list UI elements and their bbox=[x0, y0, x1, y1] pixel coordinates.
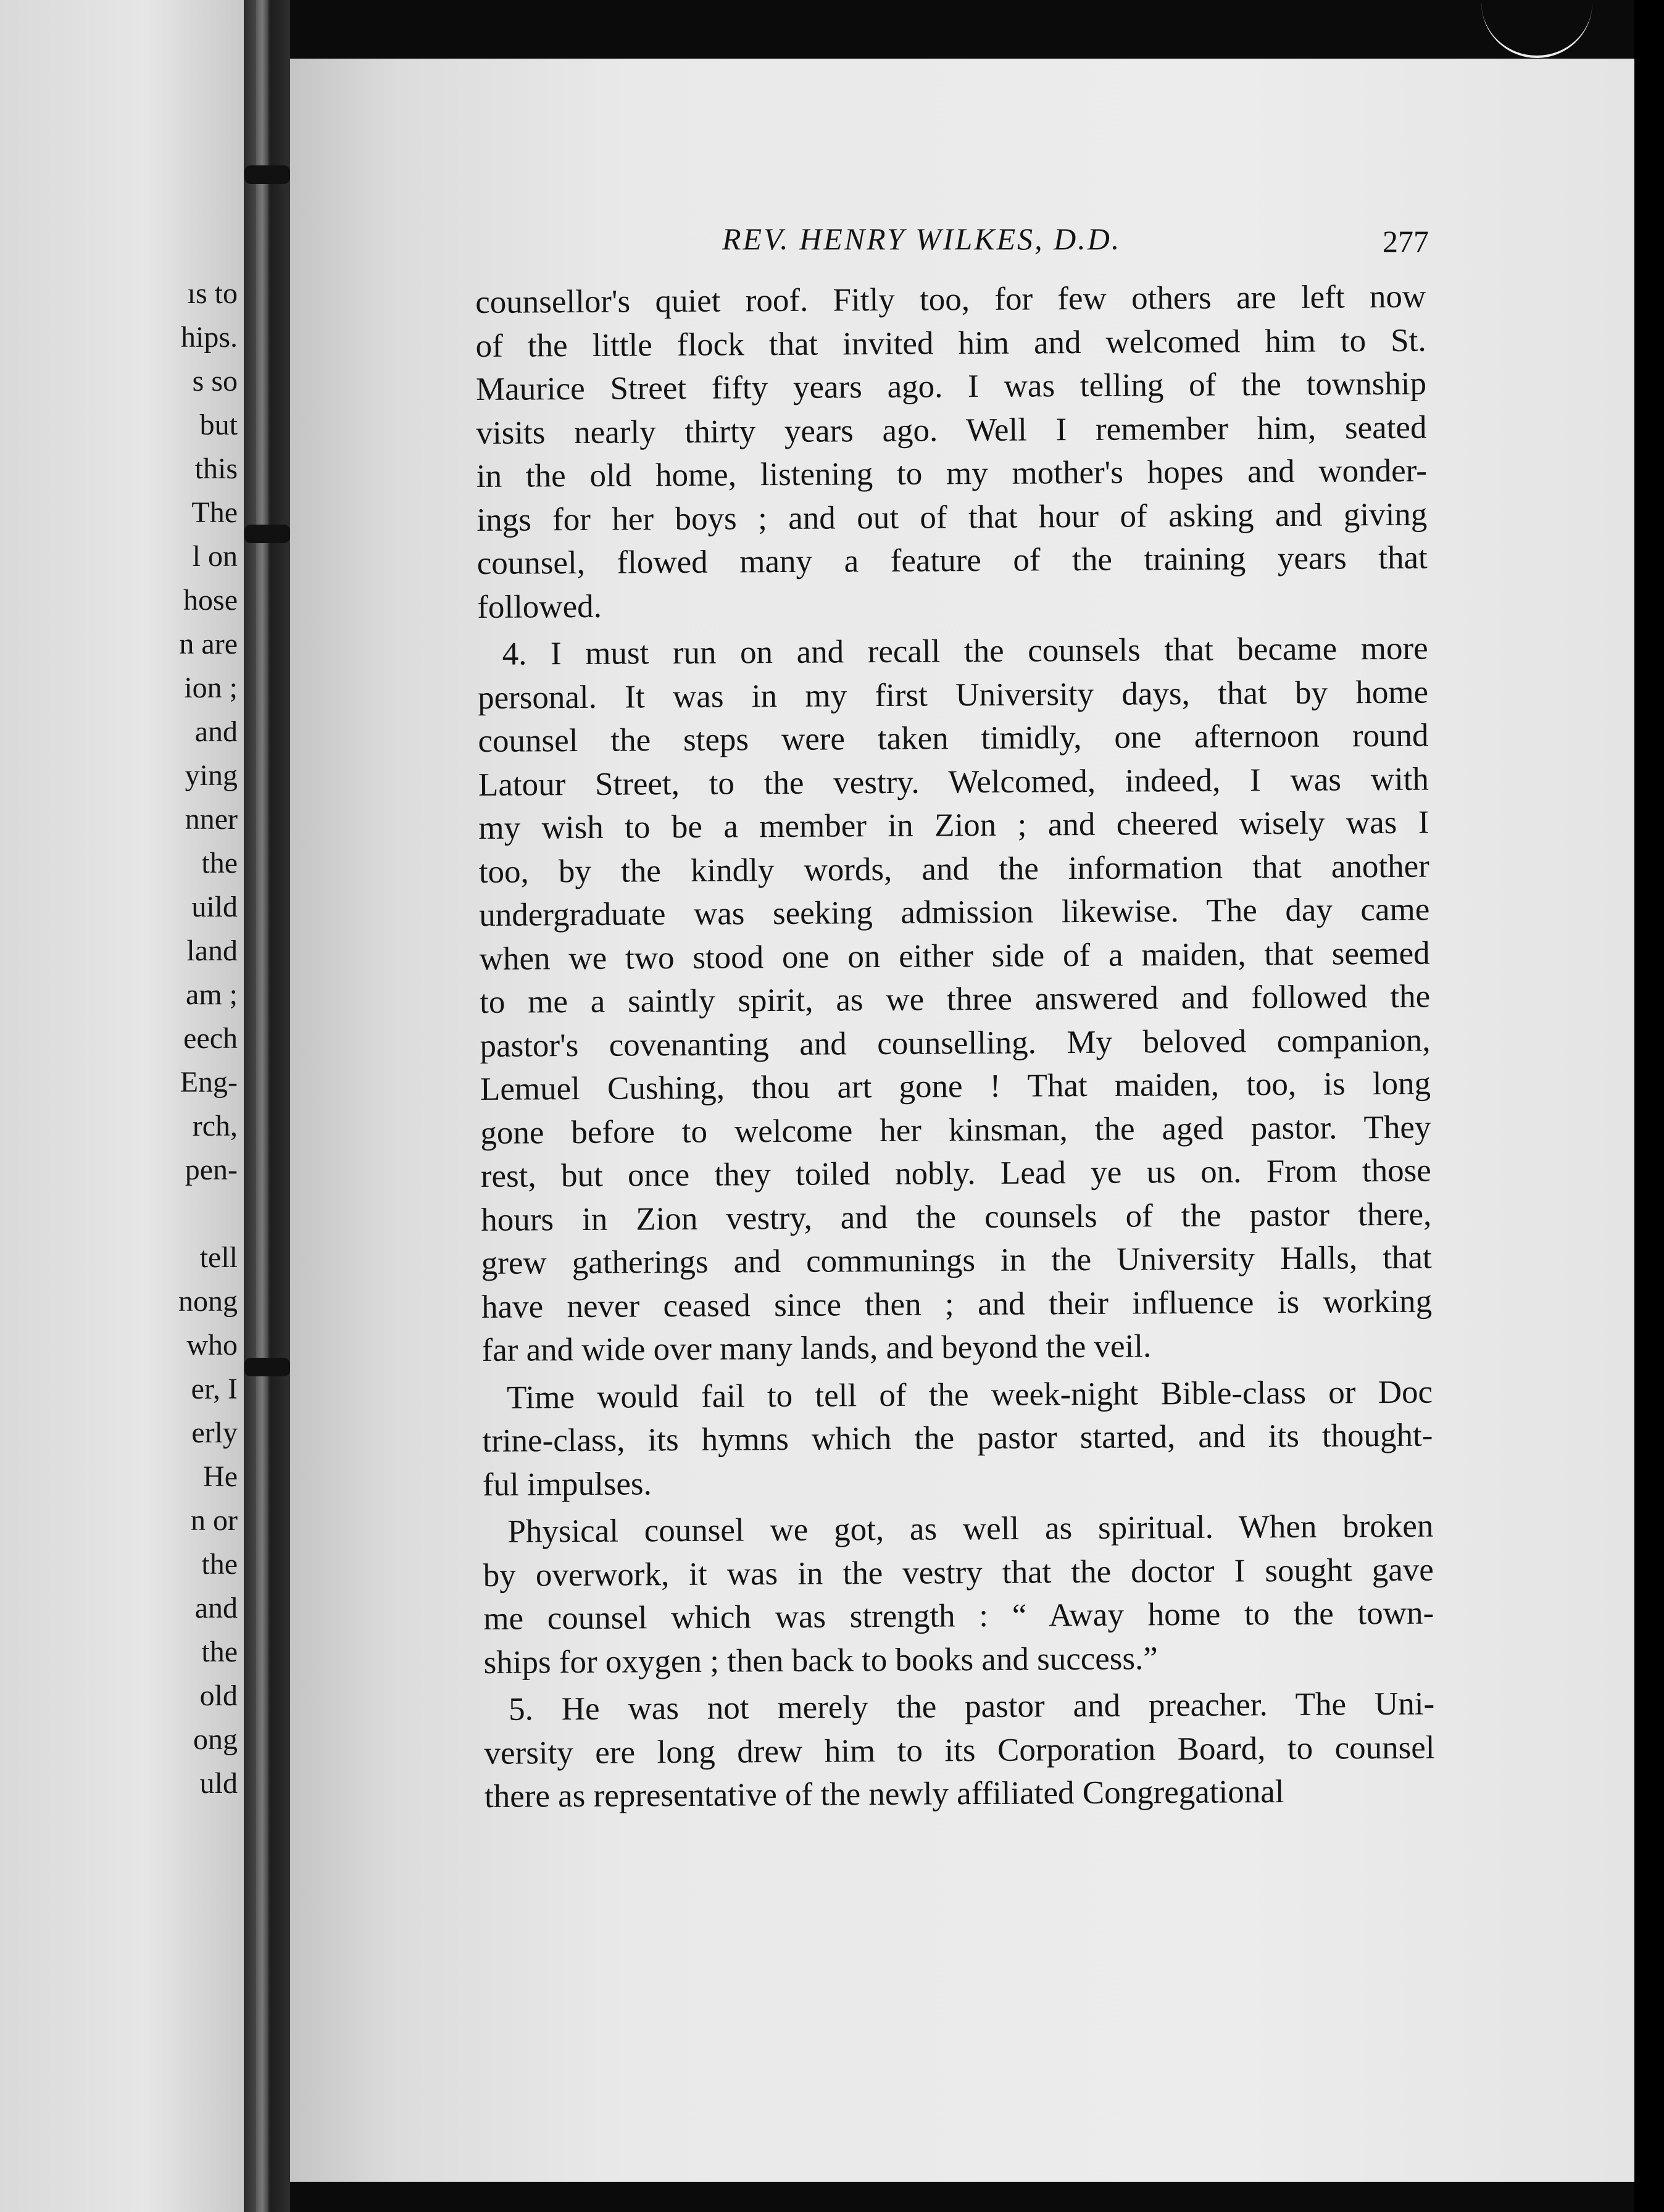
page-number: 277 bbox=[1383, 224, 1429, 259]
left-page-line-fragment: nong bbox=[178, 1285, 238, 1318]
left-page-line-fragment: ion ; bbox=[184, 672, 238, 704]
left-page-line-fragment: and bbox=[194, 1592, 238, 1624]
left-page-line-fragment: ying bbox=[185, 759, 238, 792]
left-page-line-fragment: hips. bbox=[180, 321, 238, 354]
left-page-line-fragment: tell bbox=[199, 1241, 238, 1274]
text-line: by overwork, it was in the vestry that the doctor I sought gave bbox=[483, 1552, 1434, 1594]
body-paragraph bbox=[484, 1682, 1435, 1819]
body-paragraph bbox=[483, 1505, 1434, 1684]
text-line: pastor's covenanting and counselling. My beloved companion, bbox=[480, 1022, 1431, 1064]
text-line: followed. bbox=[477, 588, 602, 625]
left-page-line-fragment: this bbox=[194, 452, 238, 485]
left-page-line-fragment: rch, bbox=[192, 1110, 238, 1142]
text-line: too, by the kindly words, and the information that another bbox=[478, 848, 1429, 890]
text-line: have never ceased since then ; and their influence is working bbox=[481, 1283, 1433, 1325]
left-page-line-fragment: am ; bbox=[186, 978, 238, 1011]
text-line: when we two stood one on either side of a maiden, that seemed bbox=[479, 935, 1430, 977]
left-page-line-fragment: nner bbox=[185, 803, 238, 836]
body-paragraph bbox=[475, 275, 1428, 629]
left-page-line-fragment: who bbox=[186, 1329, 238, 1362]
text-line: personal. It was in my first University days, that by home bbox=[477, 674, 1429, 716]
left-page-line-fragment: old bbox=[199, 1679, 238, 1712]
text-line: visits nearly thirty years ago. Well I remember him, seated bbox=[476, 409, 1427, 451]
text-line: trine-class, its hymns which the pastor started, and its thought- bbox=[482, 1417, 1433, 1459]
left-page-line-fragment: He bbox=[203, 1460, 238, 1493]
left-page-line-fragment: the bbox=[201, 1636, 238, 1668]
text-line: rest, but once they toiled nobly. Lead ye us on. From those bbox=[480, 1152, 1432, 1194]
body-text bbox=[475, 275, 1435, 1823]
text-line: counsellor's quiet roof. Fitly too, for few others are left now bbox=[475, 278, 1426, 320]
text-line: me counsel which was strength : “ Away home to the town- bbox=[483, 1595, 1434, 1637]
binding-stitch bbox=[244, 1358, 290, 1376]
left-page-line-fragment: pen- bbox=[185, 1154, 238, 1186]
text-line: Latour Street, to the vestry. Welcomed, indeed, I was with bbox=[478, 761, 1429, 803]
left-page-line-fragment: n or bbox=[191, 1504, 238, 1537]
text-line: 5. He was not merely the pastor and preacher. The Uni- bbox=[508, 1686, 1435, 1728]
left-page-line-fragment: hose bbox=[183, 584, 238, 617]
text-line: ships for oxygen ; then back to books and success.” bbox=[483, 1640, 1159, 1681]
left-page-line-fragment: land bbox=[186, 934, 238, 967]
text-line: my wish to be a member in Zion ; and cheered wisely was I bbox=[478, 804, 1429, 846]
left-page-line-fragment: but bbox=[199, 409, 238, 441]
text-line: grew gatherings and communings in the University Halls, that bbox=[481, 1239, 1432, 1281]
left-page-line-fragment: Eng- bbox=[180, 1066, 238, 1099]
text-line: Time would fail to tell of the week-night Bible-class or Doc bbox=[506, 1374, 1433, 1416]
scan-top-border bbox=[290, 0, 1634, 59]
text-line: ings for her boys ; and out of that hour of asking and giving bbox=[476, 496, 1428, 538]
text-line: 4. I must run on and recall the counsels that became more bbox=[502, 630, 1428, 672]
body-paragraph bbox=[482, 1370, 1433, 1507]
left-page-line-fragment: er, I bbox=[191, 1373, 238, 1405]
left-page-line-fragment: eech bbox=[183, 1022, 238, 1055]
text-line: hours in Zion vestry, and the counsels of the pastor there, bbox=[481, 1196, 1432, 1238]
left-page-line-fragment: s so bbox=[192, 365, 238, 397]
text-line: of the little flock that invited him and welcomed him to St. bbox=[475, 322, 1426, 364]
text-line: Physical counsel we got, as well as spiritual. When broken bbox=[507, 1508, 1434, 1550]
text-line: there as representative of the newly affiliated Congregational bbox=[484, 1774, 1284, 1815]
left-page-line-fragment: and bbox=[194, 715, 238, 748]
left-page-line-fragment: the bbox=[201, 847, 238, 879]
text-line: Lemuel Cushing, thou art gone ! That maiden, too, is long bbox=[480, 1065, 1431, 1107]
binding-stitch bbox=[244, 165, 290, 184]
scan-right-border bbox=[1634, 0, 1664, 2212]
left-page-line-fragment: erly bbox=[191, 1416, 238, 1449]
body-paragraph bbox=[477, 627, 1432, 1373]
text-line: counsel the steps were taken timidly, one afternoon round bbox=[478, 717, 1429, 759]
scan-bottom-border bbox=[290, 2182, 1634, 2212]
text-line: counsel, flowed many a feature of the training years that bbox=[476, 539, 1428, 581]
running-head: REV. HENRY WILKES, D.D. bbox=[722, 222, 1121, 256]
text-line: ful impulses. bbox=[482, 1465, 652, 1503]
text-line: Maurice Street fifty years ago. I was telling of the township bbox=[475, 365, 1427, 407]
left-page-line-fragment: ıs to bbox=[187, 277, 238, 310]
text-line: undergraduate was seeking admission likewise. The day came bbox=[479, 891, 1430, 933]
left-page-line-fragment: l on bbox=[192, 540, 238, 573]
text-line: to me a saintly spirit, as we three answered and followed the bbox=[479, 978, 1431, 1020]
text-line: in the old home, listening to my mother's hopes and wonder- bbox=[476, 452, 1428, 494]
text-line: versity ere long drew him to its Corporation Board, to counsel bbox=[484, 1729, 1435, 1771]
left-page-line-fragment: n are bbox=[179, 628, 238, 660]
left-page-line-fragment: the bbox=[201, 1548, 238, 1581]
left-page-line-fragment: The bbox=[191, 496, 238, 529]
text-line: gone before to welcome her kinsman, the aged pastor. They bbox=[480, 1109, 1431, 1151]
binding-stitch bbox=[244, 525, 290, 543]
left-page-line-fragment: ong bbox=[193, 1723, 238, 1756]
text-line: far and wide over many lands, and beyond the veil. bbox=[481, 1328, 1152, 1368]
left-page-line-fragment: uld bbox=[199, 1767, 238, 1800]
left-page-line-fragment: uild bbox=[191, 891, 238, 923]
binding-shadow bbox=[256, 0, 268, 2212]
